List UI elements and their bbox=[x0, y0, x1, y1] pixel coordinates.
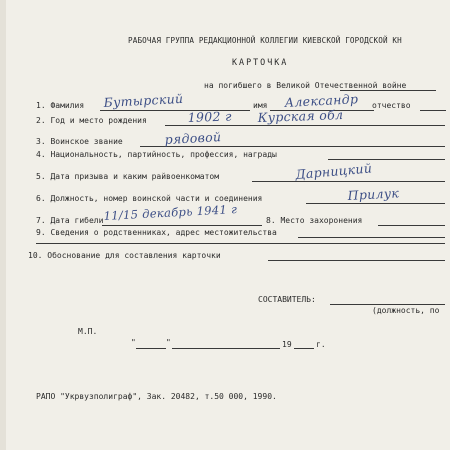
card-left-edge bbox=[0, 0, 6, 450]
field-nationality-label: 4. Национальность, партийность, профессия, награды bbox=[36, 150, 277, 159]
composer-line bbox=[330, 304, 445, 305]
hw-unit: Прилук bbox=[347, 185, 400, 203]
field-death-date-line bbox=[102, 225, 262, 226]
date-month-line bbox=[172, 348, 280, 349]
stamp-place-label: М.П. bbox=[78, 327, 98, 336]
field-nationality-line bbox=[328, 159, 445, 160]
field-enlistment-label: 5. Дата призыва и каким райвоенкоматом bbox=[36, 172, 220, 181]
date-quote-open: " bbox=[131, 338, 136, 347]
date-year-label: 19 bbox=[282, 340, 292, 349]
card-title: КАРТОЧКА bbox=[232, 57, 289, 67]
field-rank-line bbox=[140, 146, 445, 147]
field-basis-label: 10. Обоснование для составления карточки bbox=[28, 251, 221, 260]
composer-label: СОСТАВИТЕЛЬ: bbox=[258, 295, 316, 304]
hw-rank: рядовой bbox=[164, 129, 222, 147]
date-quote-close: " bbox=[166, 338, 171, 347]
hw-enlistment: Дарницкий bbox=[294, 160, 373, 182]
hw-birth-year: 1902 г bbox=[187, 108, 232, 125]
field-unit-label: 6. Должность, номер воинской части и соединения bbox=[36, 194, 263, 203]
date-day-line bbox=[136, 348, 166, 349]
field-unit-line bbox=[306, 203, 445, 204]
field-birth-line bbox=[165, 125, 445, 126]
field-relatives-line-2 bbox=[36, 243, 445, 244]
field-enlistment-line bbox=[252, 181, 445, 182]
field-death-date-label: 7. Дата гибели bbox=[36, 216, 104, 225]
field-patronymic-label: отчество bbox=[372, 101, 411, 110]
hw-name: Александр bbox=[284, 91, 359, 110]
hw-surname: Бутырский bbox=[103, 90, 184, 110]
field-relatives-line bbox=[298, 237, 445, 238]
date-year-line bbox=[294, 348, 314, 349]
card-subtitle: на погибшего в Великой Отечественной войне bbox=[204, 81, 407, 90]
field-name-label: имя bbox=[253, 101, 268, 110]
field-basis-line bbox=[268, 260, 445, 261]
printer-info: РАПО "Укрвузполиграф", Зак. 20482, т.50 000, 1990. bbox=[36, 392, 277, 401]
date-year-suffix: г. bbox=[316, 340, 326, 349]
field-burial-label: 8. Место захоронения bbox=[266, 216, 363, 225]
field-rank-label: 3. Воинское звание bbox=[36, 137, 123, 146]
hw-birth-place: Курская обл bbox=[257, 107, 344, 125]
field-birth-label: 2. Год и место рождения bbox=[36, 116, 147, 125]
field-surname-label: 1. Фамилия bbox=[36, 101, 85, 110]
field-burial-line bbox=[378, 225, 445, 226]
hw-death-date: 11/15 декабрь 1941 г bbox=[103, 202, 238, 223]
card-header: РАБОЧАЯ ГРУППА РЕДАКЦИОННОЙ КОЛЛЕГИИ КИЕВСКОЙ ГОРОДСКОЙ КН bbox=[128, 36, 402, 45]
composer-position: (должность, по bbox=[372, 306, 440, 315]
field-patronymic-line bbox=[420, 110, 446, 111]
field-relatives-label: 9. Сведения о родственниках, адрес местожительства bbox=[36, 228, 277, 237]
